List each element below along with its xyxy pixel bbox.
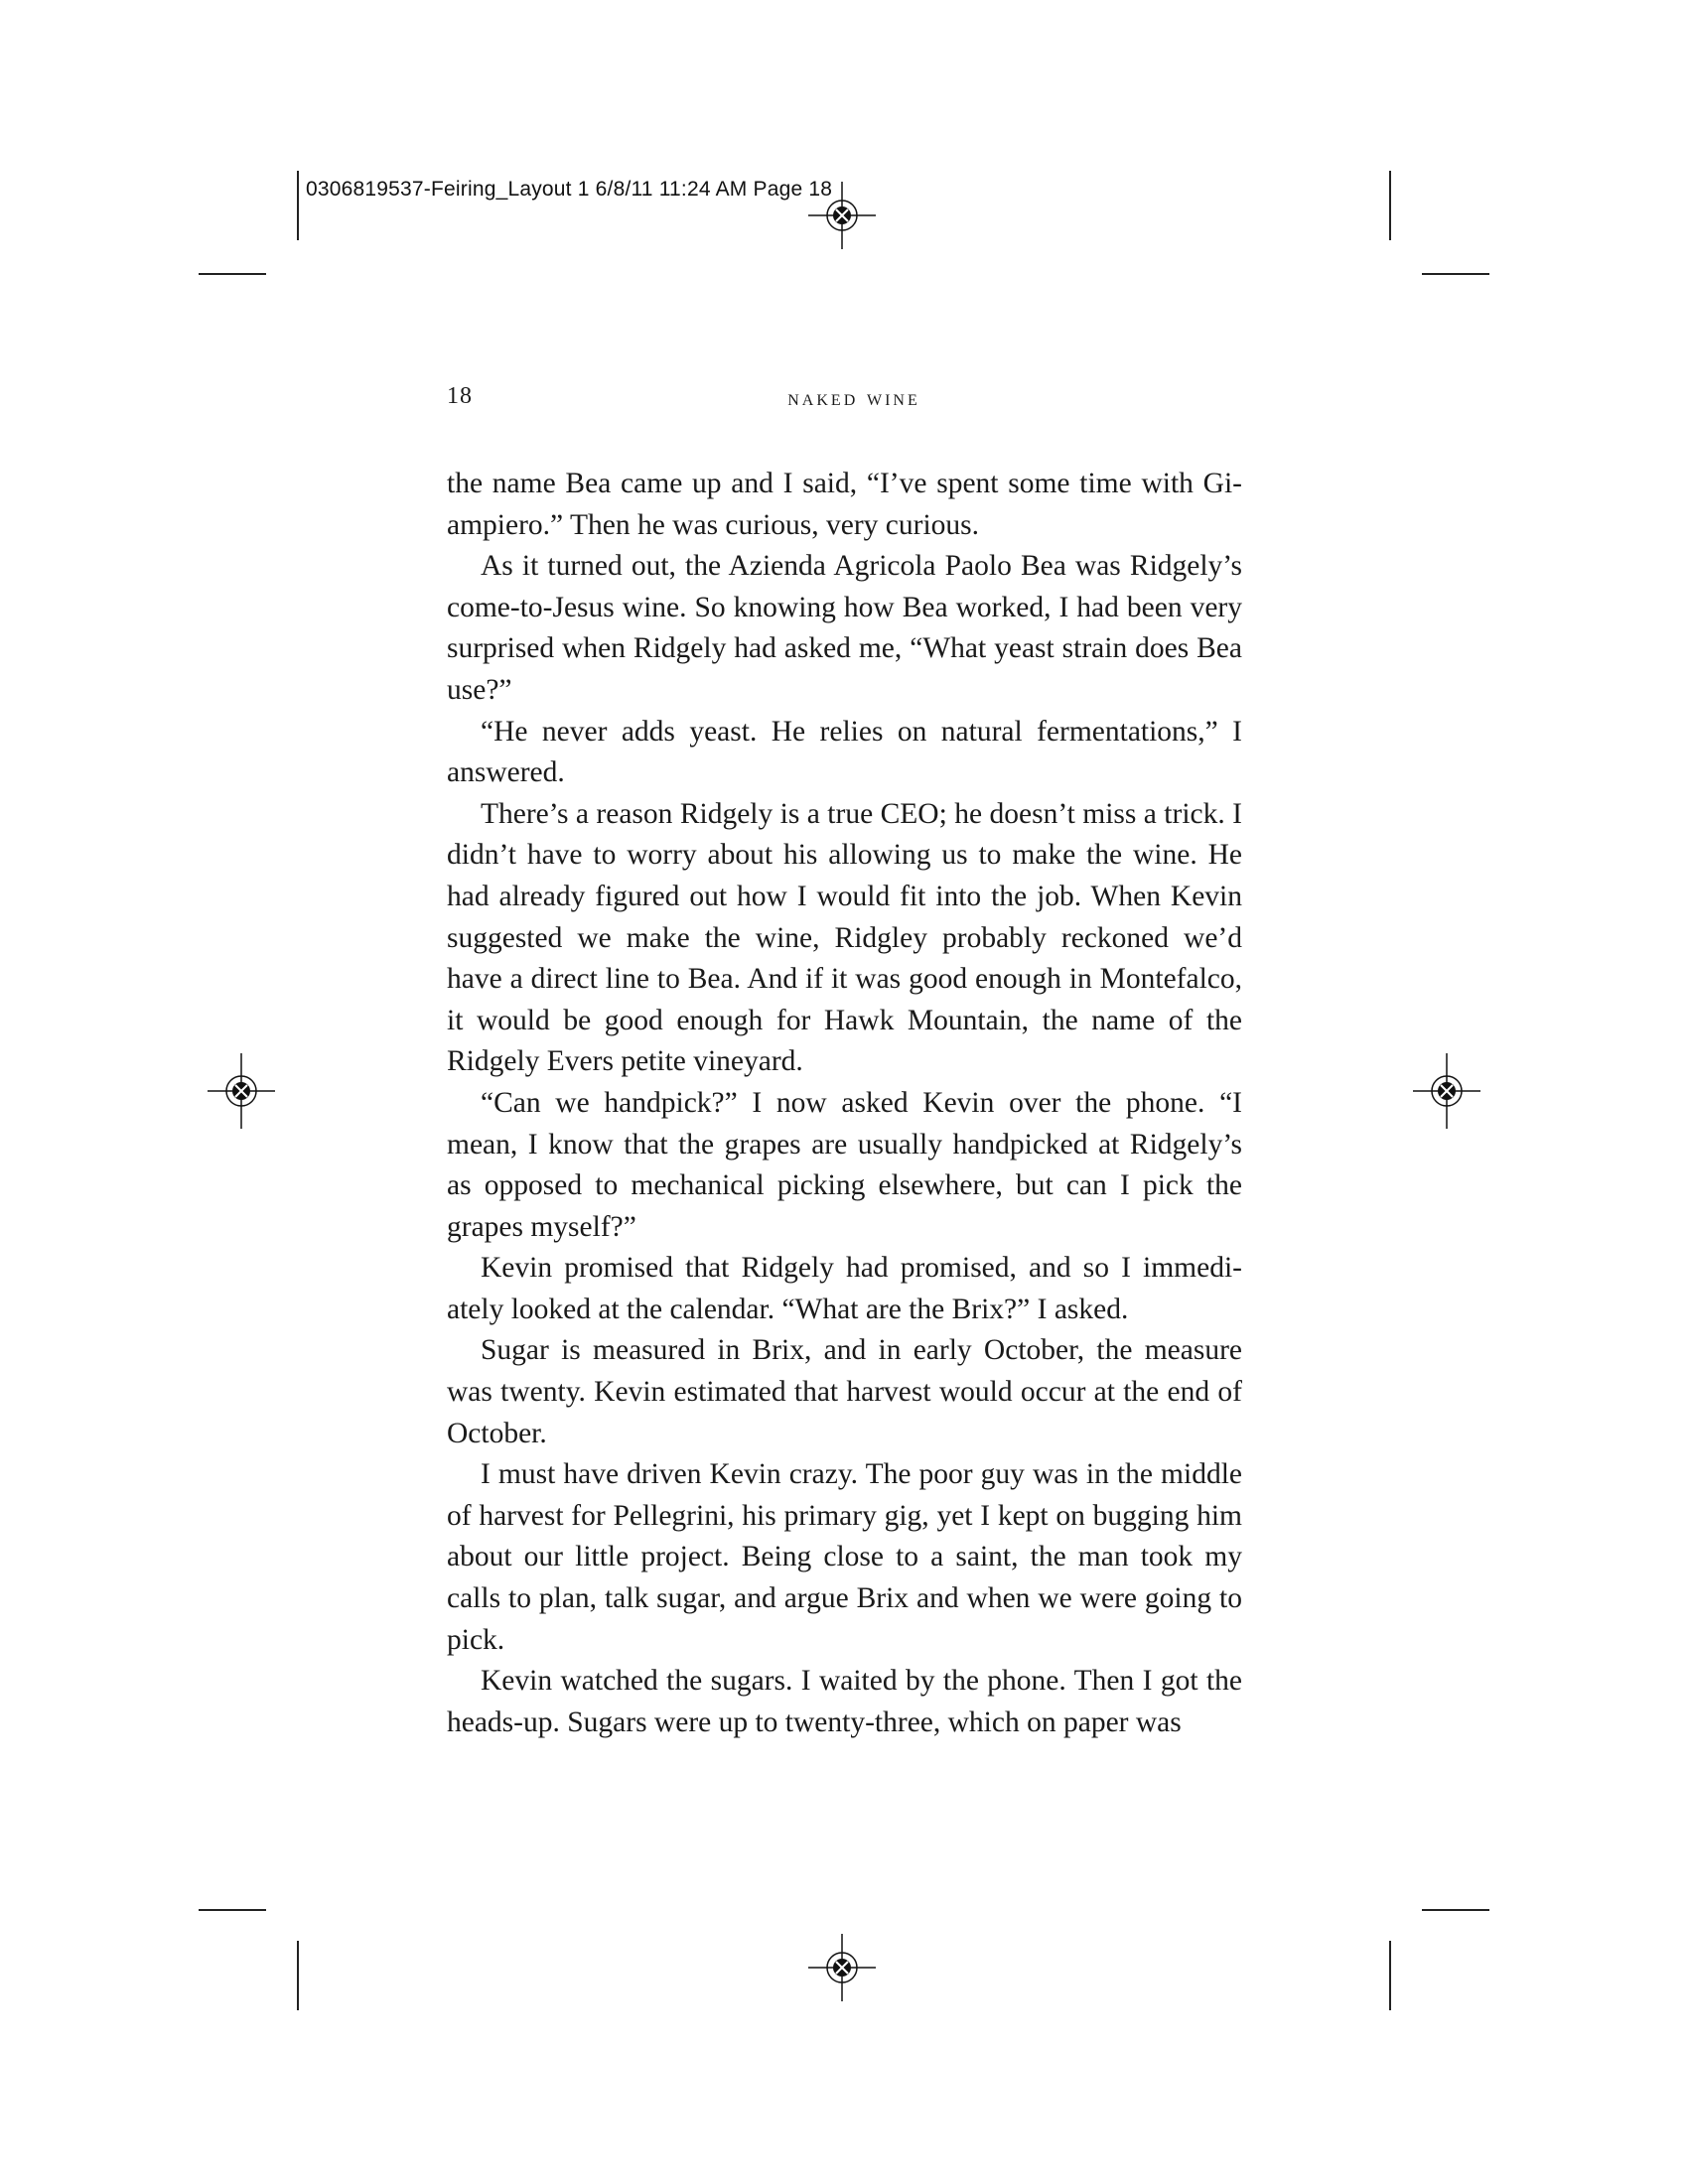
- crop-mark-bottom-right: [1389, 1941, 1391, 2010]
- crop-mark-bottom-right-horizontal: [1422, 1909, 1489, 1911]
- paragraph: As it turned out, the Azienda Agricola Paolo Bea was Ridgely’s come-to-Jesus wine. So knowing how Bea worked, I had been very surprised when Ridgely had asked me, “What yeast strain does Bea use?”: [447, 550, 1242, 706]
- paragraph: Kevin watched the sugars. I waited by the phone. Then I got the heads-up. Sugars were up to twenty-three, which on paper was: [447, 1665, 1242, 1738]
- paragraph: the name Bea came up and I said, “I’ve spent some time with Giampiero.” Then he was curious, very curious.: [447, 468, 1242, 541]
- registration-mark-right-icon: [1407, 1051, 1486, 1131]
- paragraph: Sugar is measured in Brix, and in early October, the measure was twenty. Kevin estimated that harvest would occur at the end of October.: [447, 1334, 1242, 1449]
- crop-mark-bottom-left-horizontal: [199, 1909, 266, 1911]
- registration-mark-bottom-icon: [802, 1928, 882, 2007]
- paragraph: I must have driven Kevin crazy. The poor guy was in the middle of harvest for Pellegrini, his primary gig, yet I kept on bugging him about our little project. Being close to a saint, the man took my calls to plan, talk sugar, and argue Brix and when we were going to pick.: [447, 1458, 1242, 1656]
- printer-slug-line: 0306819537-Feiring_Layout 1 6/8/11 11:24 AM Page 18: [306, 178, 833, 201]
- crop-mark-bottom-left: [297, 1941, 299, 2010]
- crop-mark-top-left: [297, 171, 299, 240]
- paragraph: There’s a reason Ridgely is a true CEO; he doesn’t miss a trick. I didn’t have to worry about his allowing us to make the wine. He had already figured out how I would fit into the job. When Kevin suggested we make the wine, Ridgley probably reckoned we’d have a direct line to Bea. And if it was good enough in Montefalco, it would be good enough for Hawk Mountain, the name of the Ridgely Evers petite vineyard.: [447, 797, 1242, 1078]
- paragraph: “Can we handpick?” I now asked Kevin over the phone. “I mean, I know that the grapes are usually handpicked at Ridgely’s as opposed to mechanical picking elsewhere, but can I pick the grapes myself?”: [447, 1086, 1242, 1243]
- page-number: 18: [447, 383, 473, 409]
- registration-mark-left-icon: [202, 1051, 281, 1131]
- book-title: naked wine: [787, 385, 920, 410]
- paragraph: Kevin promised that Ridgely had promised, and so I immediately looked at the calendar. “What are the Brix?” I asked.: [447, 1252, 1242, 1325]
- crop-mark-top-right: [1389, 171, 1391, 240]
- crop-mark-top-right-horizontal: [1422, 273, 1489, 275]
- body-text: [447, 464, 1242, 1743]
- registration-mark-top-icon: [802, 176, 882, 255]
- paragraph: “He never adds yeast. He relies on natural fermentations,” I answered.: [447, 715, 1242, 789]
- crop-mark-top-left-horizontal: [199, 273, 266, 275]
